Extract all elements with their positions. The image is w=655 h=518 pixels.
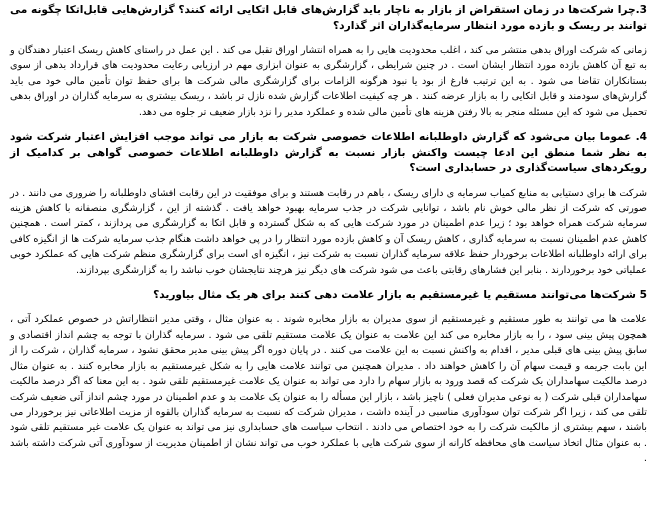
section-q3	[10, 3, 647, 120]
question-3: 3.چرا شرکت‌ها در زمان استقراض از بازار به ناچار باید گزارش‌های قابل اتکایی ارائه کنند؟ گزارش‌هایی قابل‌اتکا چگونه می توانند بر ریسک و بازده مورد انتظار سرمایه‌گذاران اثر گذارد؟	[10, 4, 647, 32]
answer-3: زمانی که شرکت اوراق بدهی منتشر می کند ، اغلب محدودیت هایی را به همراه انتشار اوراق تقبل می کند . این عمل در راستای کاهش ریسک اعتبار دهندگان و به تبع آن کاهش بازده مورد انتظار ایشان است . در چنین شرایطی ، گزارشگری به عنوان ابزاری مهم در ارزیابی رعایت محدودیت های قرارداد بدهی از سوی بستانکاران تقاضا می شود . به این ترتیب فارغ از بود یا نبود هرگونه الزامات برای گزارشگری مالی شرکت ها برای حفظ توان تأمین مالی خود می باید گزارش‌های سودمند و قابل اتکایی را به بازار عرضه کنند . هر چه کیفیت اطلاعات گزارش شده نازل تر باشد ، ریسک بیشتری به سرمایه گذاران در اوراق بدهی تحمیل می شود که این مسئله منجر به بالا رفتن هزینه های تأمین مالی شده و عملکرد مدیر را نزد بازار ضعیف تر جلوه می دهد.	[10, 45, 647, 118]
question-5: 5 شرکت‌ها می‌توانند مستقیم یا غیرمستقیم به بازار علامت دهی کنند برای هر یک مثال بیاورید؟	[153, 288, 647, 301]
section-q4	[10, 130, 647, 278]
question-4: 4. عموما بیان می‌شود که گزارش داوطلبانه اطلاعات خصوصی شرکت به بازار می تواند موجب افزایش اعتبار شرکت شود به نظر شما منطق این ادعا چیست واکنش بازار نسبت به گزارش داوطلبانه اطلاعات خصوصی گواهی بر کدامیک از رویکردهای سیاست‌گذاری در حسابداری است؟	[10, 131, 647, 175]
answer-5: علامت ها می توانند به طور مستقیم و غیرمستقیم از سوی مدیران به بازار مخابره شوند . به عنوان مثال ، وقتی مدیر انتظاراتش در خصوص عملکرد آتی ، همچون پیش بینی سود ، را به بازار مخابره می کند این علامت به عنوان یک علامت مستقیم تلقی می شود . سرمایه گذاران با توجه به چشم انداز اقتصادی و سابق پیش بینی های قبلی مدیر ، اقدام به واکنش نسبت به این علامت می کنند . در پایان دوره اگر پیش بینی مدیر محقق نشود ، سرمایه گذاران ، شرکت را از این بابت جریمه و قیمت سهام آن را کاهش خواهند داد . مدیران همچنین می توانند علامت هایی را به شکل غیرمستقیم به بازار مخابره کنند . به عنوان مثال درصد مالکیت سهامداران یک شرکت که قصد ورود به بازار سهام را دارد می تواند به عنوان یک علامت غیرمستقیم تلقی شود . به این معنا که اگر درصد مالکیت سهامداران قبلی شرکت ( به نوعی مدیران فعلی ) ناچیز باشد ، بازار این مسأله را به عنوان یک علامت بد و عدم اطمینان در مورد چشم انداز آتی ضعیف شرکت تلقی می کند ، زیرا اگر شرکت توان سودآوری مناسبی در آینده داشت ، مدیران شرکت که نسبت به سرمایه گذاران بالقوه از مزیت اطلاعاتی نیز برخوردار می باشند ، سهم بیشتری از مالکیت شرکت را به خود اختصاص می دادند . انتخاب سیاست های حسابداری نیز می تواند به عنوان یک علامت غیر مستقیم تلقی شود . به عنوان مثال اتخاذ سیاست های محافظه کارانه از سوی شرکت هایی با عملکرد خوب می تواند نشان از اطمینان مدیریت از سودآوری آتی شرکت داشته باشد .	[10, 314, 647, 465]
answer-4: شرکت ها برای دستیابی به منابع کمیاب سرمایه ی دارای ریسک ، باهم در رقابت هستند و برای موفقیت در این رقابت افشای داوطلبانه را ضروری می دانند . در صورتی که شرکت از نظر مالی خوش نام باشد ، توانایی شرکت در جذب سرمایه بهبود خواهد یافت . گذشته از این ، گزارشگری منصفانه با کاهش هزینه سرمایه شرکت همراه خواهد بود ؛ زیرا عدم اطمینان در مورد شرکت هایی که به شکل گسترده و قابل اتکا به گزارشگری می پردازند ، کمتر است . همچنین کاهش عدم اطمینان نسبت به سرمایه گذاری ، کاهش ریسک آن و کاهش بازده مورد انتظار را در پی خواهد داشت هنگام جذب سرمایه شرکت ها از انگیزه کافی برای ارائه داوطلبانه اطلاعات برخوردار حفظ علاقه سرمایه گذاران نسبت به شرکت نیز ، انگیزه ای است برای گزارشگری منظم شرکت هایی که عملکرد خوبی عملیاتی خود برخوردارند . بنابر این فشارهای رقابتی باعث می شود شرکت های دیگر نیز هرچند نتایجشان خوب نباشد را به گزارشگری بپردازند.	[10, 187, 647, 276]
section-q5	[10, 288, 647, 467]
